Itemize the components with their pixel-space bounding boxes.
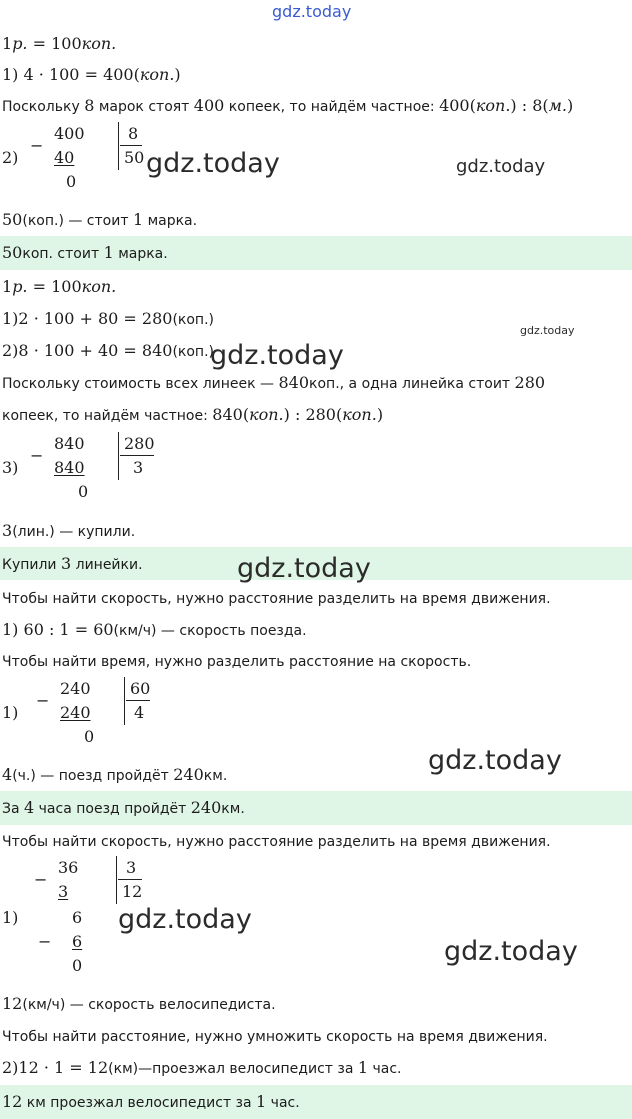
- div-divisor: 8: [128, 124, 139, 143]
- div-dividend: 840: [54, 434, 85, 453]
- p4-line-3: Чтобы найти расстояние, нужно умножить скорость на время движения.: [2, 1029, 548, 1045]
- div-subtrahend: 840: [54, 458, 85, 477]
- p1-line-1: 1р. = 100коп.: [2, 34, 117, 53]
- div-subtrahend: 40: [54, 148, 75, 167]
- p2-line-4: Поскольку стоимость всех линеек — 840коп., а одна линейка стоит 280: [2, 373, 546, 392]
- minus-sign-2: −: [38, 932, 52, 951]
- div-dividend: 240: [60, 679, 91, 698]
- watermark: gdz.today: [210, 340, 344, 371]
- p2-line-3: 2)8 · 100 + 40 = 840(коп.): [2, 341, 215, 360]
- p3-line-1: Чтобы найти скорость, нужно расстояние разделить на время движения.: [2, 591, 551, 607]
- div-subtrahend: 240: [60, 703, 91, 722]
- div-quotient: 50: [124, 148, 145, 167]
- watermark: gdz.today: [118, 904, 252, 935]
- div-quotient: 4: [134, 703, 145, 722]
- watermark-top: gdz.today: [272, 2, 352, 21]
- div-quotient: 12: [122, 882, 143, 901]
- div-label: 3): [2, 458, 19, 477]
- div-remainder: 0: [84, 727, 95, 746]
- p3-answer: За 4 часа поезд пройдёт 240км.: [2, 798, 245, 817]
- div-label: 1): [2, 703, 19, 722]
- p1-line-3: Поскольку 8 марок стоят 400 копеек, то найдём частное: 400(коп.) : 8(м.): [2, 96, 574, 115]
- p4-line-2: 12(км/ч) — скорость велосипедиста.: [2, 994, 276, 1013]
- div-partial: 6: [72, 908, 83, 927]
- p2-answer: Купили 3 линейки.: [2, 554, 143, 573]
- minus-sign: −: [30, 136, 44, 155]
- p4-answer: 12 км проезжал велосипедист за 1 час.: [2, 1092, 300, 1111]
- p2-line-1: 1р. = 100коп.: [2, 277, 117, 296]
- p4-line-1: Чтобы найти скорость, нужно расстояние разделить на время движения.: [2, 834, 551, 850]
- div-remainder: 0: [72, 956, 83, 975]
- minus-sign: −: [30, 446, 44, 465]
- watermark: gdz.today: [146, 148, 280, 179]
- div-label: 1): [2, 908, 19, 927]
- div-label: 2): [2, 148, 19, 167]
- p2-line-2: 1)2 · 100 + 80 = 280(коп.): [2, 309, 215, 328]
- p3-line-5: 4(ч.) — поезд пройдёт 240км.: [2, 765, 228, 784]
- div-divisor: 60: [130, 679, 151, 698]
- watermark: gdz.today: [456, 156, 546, 177]
- watermark: gdz.today: [444, 936, 578, 967]
- div-subtrahend-1: 3: [58, 882, 69, 901]
- p3-line-3: Чтобы найти время, нужно разделить расстояние на скорость.: [2, 654, 472, 670]
- div-divisor: 280: [124, 434, 155, 453]
- watermark: gdz.today: [520, 324, 575, 337]
- p1-line-2: 1) 4 · 100 = 400(коп.): [2, 65, 181, 84]
- p1-line-5: 50(коп.) — стоит 1 марка.: [2, 210, 198, 229]
- minus-sign: −: [34, 870, 48, 889]
- div-quotient: 3: [133, 458, 144, 477]
- p2-line-7: 3(лин.) — купили.: [2, 521, 136, 540]
- p3-line-2: 1) 60 : 1 = 60(км/ч) — скорость поезда.: [2, 620, 307, 639]
- p2-line-5: копеек, то найдём частное: 840(коп.) : 280(коп.): [2, 405, 384, 424]
- div-subtrahend-2: 6: [72, 932, 83, 951]
- div-dividend: 36: [58, 858, 79, 877]
- div-divisor: 3: [126, 858, 137, 877]
- p4-line-4: 2)12 · 1 = 12(км)—проезжал велосипедист за 1 час.: [2, 1058, 402, 1077]
- div-dividend: 400: [54, 124, 85, 143]
- watermark: gdz.today: [237, 553, 371, 584]
- p1-answer: 50коп. стоит 1 марка.: [2, 243, 168, 262]
- div-remainder: 0: [78, 482, 89, 501]
- div-remainder: 0: [66, 172, 77, 191]
- watermark: gdz.today: [428, 745, 562, 776]
- minus-sign: −: [36, 691, 50, 710]
